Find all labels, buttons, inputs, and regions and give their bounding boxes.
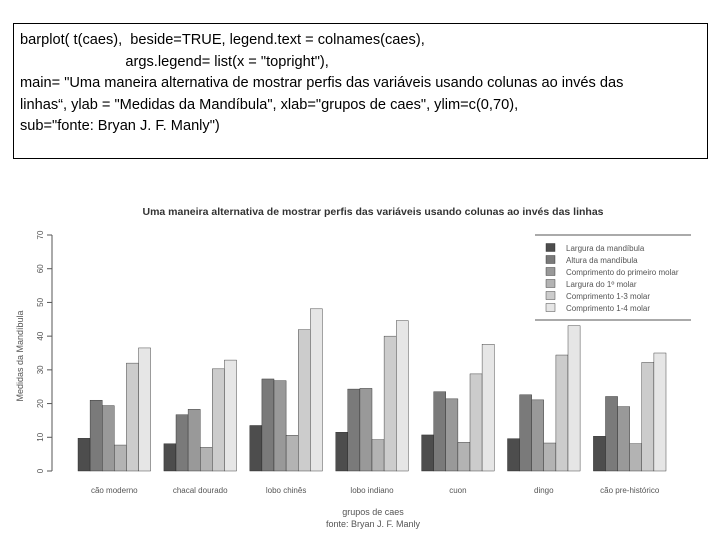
y-tick-label: 70 bbox=[36, 230, 45, 240]
x-tick-label: lobo chinês bbox=[265, 486, 307, 495]
bar bbox=[532, 400, 544, 471]
legend-swatch bbox=[546, 256, 555, 264]
y-tick-label: 10 bbox=[36, 432, 45, 442]
code-line: barplot( t(caes), beside=TRUE, legend.text = colnames(caes), bbox=[20, 32, 425, 48]
bar bbox=[618, 407, 630, 471]
bar bbox=[274, 381, 286, 471]
legend-swatch bbox=[546, 292, 555, 300]
code-line: linhas“, ylab = "Medidas da Mandíbula", xlab="grupos de caes", ylim=c(0,70), bbox=[20, 96, 519, 113]
code-line: args.legend= list(x = "topright"), bbox=[20, 53, 329, 70]
legend-label: Altura da mandíbula bbox=[566, 256, 638, 265]
legend-label: Comprimento 1-3 molar bbox=[566, 292, 651, 301]
bar bbox=[422, 435, 434, 471]
bar bbox=[458, 442, 470, 471]
bar bbox=[544, 443, 556, 471]
y-tick-label: 0 bbox=[36, 468, 45, 474]
x-tick-label: cão moderno bbox=[90, 486, 138, 495]
bar bbox=[188, 409, 200, 471]
bar bbox=[396, 321, 408, 471]
legend-swatch bbox=[546, 304, 555, 312]
bar bbox=[114, 445, 126, 471]
bar bbox=[262, 379, 274, 471]
bar bbox=[568, 326, 580, 471]
bar bbox=[556, 355, 568, 471]
bar bbox=[336, 432, 348, 471]
bar bbox=[126, 363, 138, 471]
bar bbox=[434, 392, 446, 471]
code-line: sub="fonte: Bryan J. F. Manly") bbox=[20, 118, 220, 134]
bar bbox=[139, 348, 151, 471]
bar-chart bbox=[0, 190, 720, 540]
bar bbox=[102, 406, 114, 471]
bars bbox=[78, 309, 666, 471]
x-tick-labels bbox=[91, 486, 660, 495]
bar bbox=[384, 336, 396, 471]
legend-swatch bbox=[546, 280, 555, 288]
bar bbox=[593, 436, 605, 471]
y-tick-label: 50 bbox=[36, 297, 45, 307]
bar bbox=[470, 374, 482, 471]
legend-label: Comprimento do primeiro molar bbox=[566, 268, 679, 277]
bar bbox=[90, 400, 102, 471]
legend-swatch bbox=[546, 244, 555, 252]
bar bbox=[630, 444, 642, 471]
code-line: main= "Uma maneira alternativa de mostrar perfis das variáveis usando colunas ao invés das bbox=[20, 75, 624, 91]
bar bbox=[250, 425, 262, 471]
bar bbox=[286, 435, 298, 471]
bar bbox=[78, 438, 90, 471]
y-axis-label: Medidas da Mandíbula bbox=[15, 310, 25, 402]
x-tick-label: cão pre-histórico bbox=[600, 486, 660, 495]
chart-subtitle: fonte: Bryan J. F. Manly bbox=[325, 519, 421, 529]
y-tick-label: 60 bbox=[36, 264, 45, 274]
bar bbox=[372, 440, 384, 471]
bar bbox=[654, 353, 666, 471]
bar bbox=[212, 369, 224, 471]
code-box bbox=[13, 23, 708, 159]
bar bbox=[224, 360, 236, 471]
bar bbox=[176, 415, 188, 471]
chart-title: Uma maneira alternativa de mostrar perfis das variáveis usando colunas ao invés das linhas bbox=[142, 206, 604, 218]
bar bbox=[164, 444, 176, 471]
bar bbox=[446, 399, 458, 471]
bar bbox=[310, 309, 322, 471]
y-tick-label: 20 bbox=[36, 399, 45, 409]
bar bbox=[642, 362, 654, 471]
x-tick-label: dingo bbox=[534, 486, 554, 495]
bar bbox=[200, 447, 212, 471]
legend-label: Largura do 1º molar bbox=[566, 280, 637, 289]
legend-swatch bbox=[546, 268, 555, 276]
bar bbox=[298, 330, 310, 471]
y-axis bbox=[36, 230, 52, 473]
bar bbox=[520, 395, 532, 471]
bar bbox=[348, 389, 360, 471]
x-tick-label: lobo indiano bbox=[350, 486, 394, 495]
y-tick-label: 40 bbox=[36, 331, 45, 341]
bar bbox=[508, 439, 520, 471]
x-axis-label: grupos de caes bbox=[342, 507, 404, 517]
x-tick-label: cuon bbox=[449, 486, 467, 495]
y-tick-label: 30 bbox=[36, 365, 45, 375]
bar bbox=[360, 388, 372, 471]
bar bbox=[606, 396, 618, 471]
bar bbox=[482, 344, 494, 471]
legend-label: Largura da mandíbula bbox=[566, 244, 645, 253]
x-tick-label: chacal dourado bbox=[172, 486, 228, 495]
legend bbox=[535, 235, 691, 320]
legend-label: Comprimento 1-4 molar bbox=[566, 304, 651, 313]
